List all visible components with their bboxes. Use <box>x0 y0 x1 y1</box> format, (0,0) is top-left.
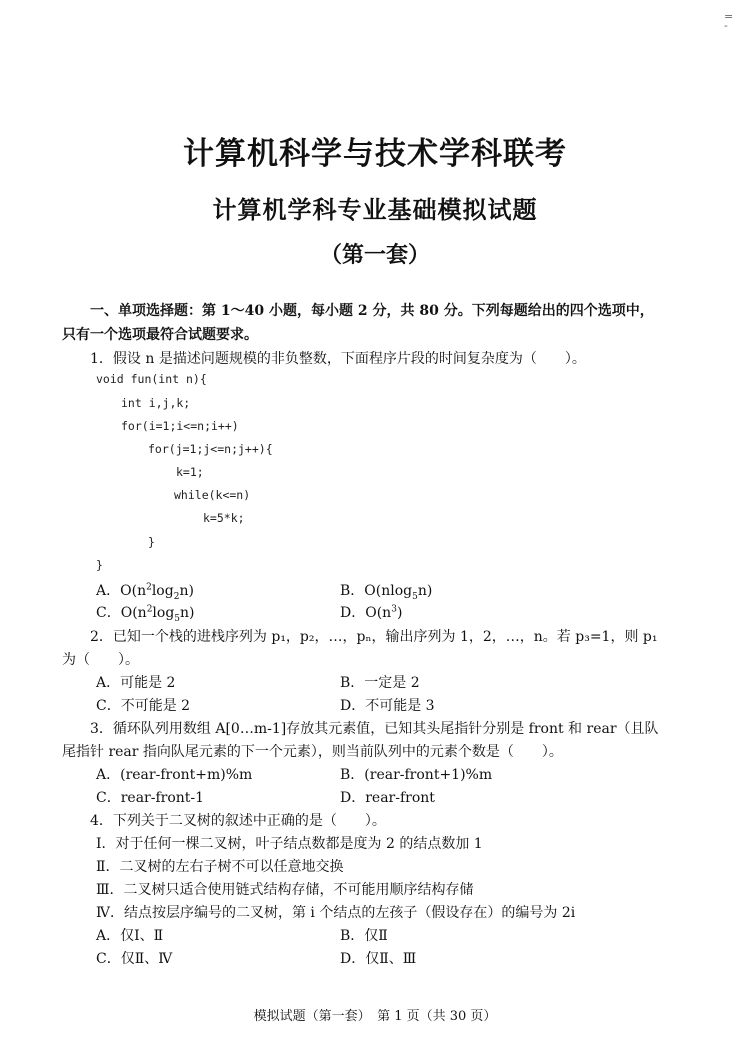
section-heading-line1: 一、单项选择题：第 1～40 小题，每小题 2 分，共 80 分。下列每题给出的四个选项中， <box>90 303 654 319</box>
q3-option-c: C．rear-front-1 <box>96 790 205 806</box>
page-footer: 模拟试题（第一套） 第 1 页（共 30 页） <box>253 1009 497 1024</box>
q1-stem: 1．假设 n 是描述问题规模的非负整数，下面程序片段的时间复杂度为（ ）。 <box>90 351 586 367</box>
q4-option-a: A．仅Ⅰ、Ⅱ <box>96 928 164 944</box>
q2-option-a: A．可能是 2 <box>96 675 176 691</box>
q4-statement-2: Ⅱ．二叉树的左右子树不可以任意地交换 <box>96 859 344 875</box>
main-title: 计算机科学与技术学科联考 <box>183 136 567 172</box>
q4-statement-3: Ⅲ．二叉树只适合使用链式结构存储，不可能用顺序结构存储 <box>96 882 474 898</box>
q1-code-line: } <box>96 558 103 572</box>
q1-code-line: while(k<=n) <box>174 488 251 502</box>
q3-stem-cont: 尾指针 rear 指向队尾元素的下一个元素），则当前队列中的元素个数是（ ）。 <box>62 744 563 760</box>
q3-stem: 3．循环队列用数组 A[0…m-1]存放其元素值，已知其头尾指针分别是 front 和 rear（且队 <box>90 721 659 737</box>
q3-option-b: B．(rear-front+1)%m <box>340 767 493 783</box>
q1-code-line: for(j=1;j<=n;j++){ <box>148 442 273 456</box>
q1-option-b: B．O(nlog$_5$n) <box>340 583 433 602</box>
q4-option-b: B．仅Ⅱ <box>340 928 388 944</box>
corner-mark: = - <box>724 10 734 32</box>
q4-statement-4: Ⅳ．结点按层序编号的二叉树，第 i 个结点的左孩子（假设存在）的编号为 2i <box>96 905 576 921</box>
q3-option-a: A．(rear-front+m)%m <box>96 767 253 783</box>
set-title: （第一套） <box>319 242 430 268</box>
q1-option-c: C．$O(n^2\log_5n)$ <box>96 604 195 624</box>
q2-stem-cont: 为（ ）。 <box>62 652 139 668</box>
q1-code-line: int i,j,k; <box>121 396 191 410</box>
section-heading-line2: 只有一个选项最符合试题要求。 <box>62 327 258 343</box>
q2-option-b: B．一定是 2 <box>340 675 420 691</box>
q2-option-c: C．不可能是 2 <box>96 698 191 714</box>
q1-code-line: k=1; <box>176 465 204 479</box>
q1-code-line: } <box>148 535 155 549</box>
q4-option-d: D．仅Ⅱ、Ⅲ <box>340 951 417 967</box>
q4-option-c: C．仅Ⅱ、Ⅳ <box>96 951 173 967</box>
q1-option-d: D．$O(n^3)$ <box>340 604 403 621</box>
q3-option-d: D．rear-front <box>340 790 435 806</box>
q4-statement-1: Ⅰ．对于任何一棵二叉树，叶子结点数都是度为 2 的结点数加 1 <box>96 836 483 852</box>
sub-title: 计算机学科专业基础模拟试题 <box>212 195 538 224</box>
q4-stem: 4．下列关于二叉树的叙述中正确的是（ ）。 <box>90 813 386 829</box>
q1-code-line: for(i=1;i<=n;i++) <box>121 419 239 433</box>
q1-code-line: k=5*k; <box>203 511 245 525</box>
q1-option-a: A．$O(n^2\log_2n)$ <box>96 582 194 602</box>
q2-stem: 2．已知一个栈的进栈序列为 p₁，p₂，…，pₙ，输出序列为 1，2，…，n。若 p₃=1，则 p₁ <box>90 629 658 645</box>
q2-option-d: D．不可能是 3 <box>340 698 435 714</box>
q1-code-line: void fun(int n){ <box>96 372 207 386</box>
